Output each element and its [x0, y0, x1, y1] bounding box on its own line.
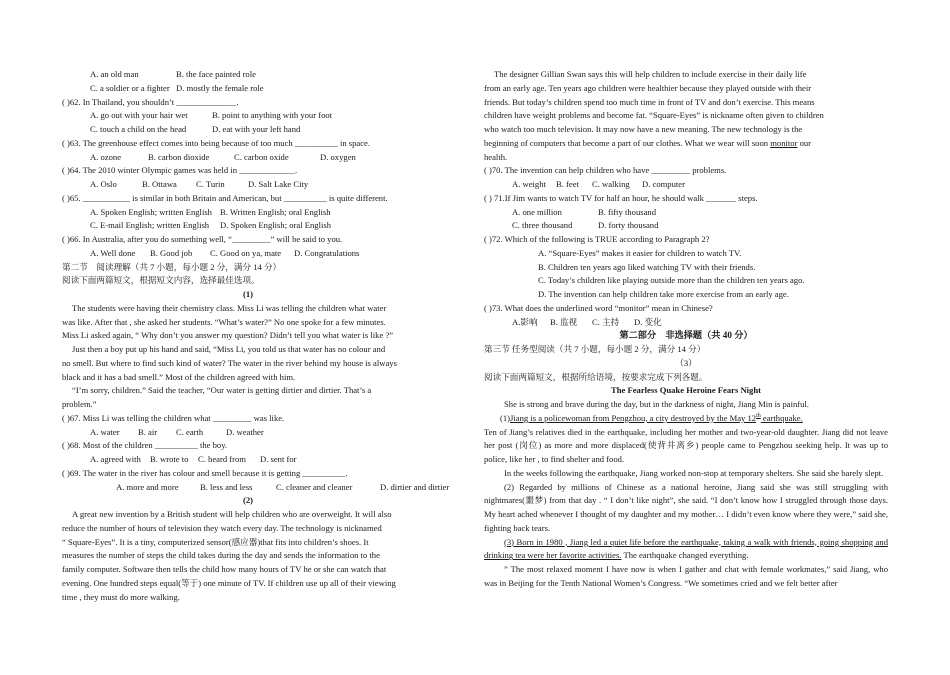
q61-option-c: C. a soldier or a fighter — [90, 82, 170, 93]
q62-option-c: C. touch a child on the head — [90, 124, 187, 134]
story-sentence-1-end: earthquake. — [760, 412, 803, 423]
q65-stem: ( )65. ___________ is similar in both Britain and American, but __________ is quite different. — [62, 192, 388, 203]
q64-stem: ( )64. The 2010 winter Olympic games was held in _____________. — [62, 165, 298, 176]
passage-2-line: A great new invention by a British student will help children who are overweight. It will also — [72, 509, 392, 519]
section-2-instruction: 阅读下面两篇短文，根据短文内容，选择最佳选项。 — [62, 275, 260, 286]
passage-2-cont-line: friends. But today’s children spend too much time in front of TV and don’t exercise. This means — [484, 96, 815, 107]
passage-1-line: black and it has a bad smell.” Most of the children agreed with him. — [62, 371, 296, 382]
q67-options — [62, 426, 434, 440]
passage-2-line: “ Square-Eyes”. It is a tiny, computerized sensor(感应器)that fits into children’s shoes. It — [62, 536, 369, 547]
q68-option-b: B. wrote to — [150, 454, 189, 464]
q64-options — [62, 178, 434, 192]
q71-option-d: D. forty thousand — [598, 220, 659, 231]
story-paragraph-0: She is strong and brave during the day, but in the darkness of night, Jiang Min is painful. — [504, 399, 809, 409]
passage-2-cont-line: who watch too much television. It may now have a new meaning. The new technology is the — [484, 124, 803, 134]
story-paragraph-5: ” The most relaxed moment I have now is when I gather and chat with female workmates,” said Jiang, who was in Beijing for the Tenth National Women’s Congress. “We sometimes cried and we felt better after — [484, 564, 888, 588]
q72-stem: ( )72. Which of the following is TRUE according to Paragraph 2? — [484, 234, 710, 244]
q68-option-a: A. agreed with — [90, 454, 141, 464]
q67-stem: ( )67. Miss Li was telling the children what _________ was like. — [62, 412, 285, 423]
q70-option-c: C. walking — [592, 179, 630, 189]
story-sentence-1-number: (1) — [500, 412, 511, 423]
passage-2-cont-line: health. — [484, 151, 508, 162]
passage-1-line: “I’m sorry, children.” Said the teacher, “Our water is getting dirtier and dirtier. That’s a — [72, 385, 372, 396]
story-sentence-3-underlined: (3) Born in 1980 , Jiang led a quiet life before the earthquake, taking a walk with friends, going shopping and drinking tea were her favorite activities. — [484, 536, 888, 561]
q62-option-a: A. go out with your hair wet — [90, 110, 188, 121]
q67-option-c: C. earth — [176, 426, 204, 437]
q62-option-d: D. eat with your left hand — [212, 124, 301, 134]
passage-1-line: problem.” — [62, 399, 97, 409]
passage-2-monitor-line-start: beginning of computers that become a part of our clothes. What we wear will soon — [484, 137, 771, 148]
q62-options-row1 — [62, 109, 434, 123]
q71-stem: ( ) 71.If Jim wants to watch TV for half an hour, he should walk _______ steps. — [484, 192, 758, 203]
q69-option-b: B. less and less — [200, 481, 253, 492]
q61-options-row2 — [62, 82, 434, 96]
story-sentence-1 — [484, 412, 888, 426]
q69-options — [62, 481, 450, 495]
passage-1-title: (1) — [242, 289, 254, 299]
passage-3-title: （3） — [675, 357, 697, 368]
story-paragraph-1: Ten of Jiang’s relatives died in the earthquake, including her mother and two-year-old daughter. Jiang did not leave her post (岗位) as more and more displaced(使背井离乡) people came to Pengzhou seeking help. It was up to police, like her , to find shelter and food. — [484, 426, 888, 464]
q61-option-b: B. the face painted role — [176, 69, 256, 79]
q64-option-b: B. Ottawa — [142, 179, 177, 189]
q66-option-c: C. Good on ya, mate — [210, 247, 282, 258]
q67-option-a: A. water — [90, 426, 120, 437]
q71-options-row2 — [484, 219, 888, 233]
q69-option-a: A. more and more — [116, 481, 179, 492]
story-paragraph-2: In the weeks following the earthquake, Jiang worked non-stop at temporary shelters. She said she barely slept. — [504, 467, 884, 478]
q68-options — [62, 453, 434, 467]
q64-option-a: A. Oslo — [90, 179, 117, 189]
q62-stem: ( )62. In Thailand, you shouldn’t ______________. — [62, 96, 239, 107]
q70-option-d: D. computer — [642, 179, 685, 189]
right-column — [484, 68, 888, 591]
q71-option-b: B. fifty thousand — [598, 206, 657, 217]
q73-option-d: D. 变化 — [634, 316, 662, 327]
part-2-heading: 第二部分 非选择题（共 40 分） — [619, 330, 753, 341]
q63-option-a: A. ozone — [90, 151, 122, 162]
passage-2-monitor-line-end: our — [797, 137, 812, 148]
q68-stem: ( )68. Most of the children __________ the boy. — [62, 440, 228, 451]
monitor-underlined-word: monitor — [770, 137, 798, 148]
q66-stem: ( )66. In Australia, after you do something well, “_________” will be said to you. — [62, 234, 343, 244]
passage-2-line: time , they must do more walking. — [62, 591, 180, 602]
q68-option-c: C. heard from — [198, 454, 246, 464]
passage-2-cont-line: The designer Gillian Swan says this will help children to include exercise in their daily life — [494, 69, 807, 79]
q71-option-a: A. one million — [512, 206, 562, 217]
q63-stem: ( )63. The greenhouse effect comes into being because of too much __________ in space. — [62, 137, 371, 148]
q61-option-a: A. an old man — [90, 69, 139, 79]
passage-2-cont-line — [484, 137, 888, 151]
passage-2-line: evening. One hundred steps equal(等于) one minute of TV. If children use up all of their viewing — [62, 577, 396, 588]
q65-options-row2 — [62, 219, 434, 233]
q63-option-d: D. oxygen — [320, 151, 356, 162]
story-paragraph-3: (2) Regarded by millions of Chinese as a national heroine, Jiang said she was still struggling with nightmares(噩梦) from that day . “ I don’t like night”, she said. “I don’t know how I struggled through those days. My heart ached whenever I thought of my daughter and my mother… I didn’t even know where they were,” said she, fighting back tears. — [484, 481, 888, 533]
q72-option-d: D. The invention can help children take more exercise from an early age. — [538, 289, 789, 299]
q64-option-d: D. Salt Lake City — [248, 179, 309, 189]
passage-1-line: Miss Li asked again, “ Why don’t you answer my question? Didn’t tell you what water is like ?” — [62, 330, 394, 341]
q65-option-b: B. Written English; oral English — [220, 206, 331, 217]
q65-option-d: D. Spoken English; oral English — [220, 220, 331, 231]
q68-option-d: D. sent for — [260, 454, 297, 464]
q63-options — [62, 151, 434, 165]
q63-option-b: B. carbon dioxide — [148, 151, 210, 162]
q72-option-b: B. Children ten years ago liked watching TV with their friends. — [538, 261, 756, 272]
story-paragraph-4 — [484, 536, 888, 564]
story-paragraph-4-rest: The earthquake changed everything. — [621, 550, 749, 561]
q66-option-d: D. Congratulations — [294, 247, 360, 258]
q67-option-b: B. air — [138, 426, 158, 437]
q63-option-c: C. carbon oxide — [234, 151, 289, 162]
passage-1-line: The students were having their chemistry class. Miss Li was telling the children what water — [72, 302, 387, 313]
passage-2-title: (2) — [242, 495, 254, 506]
q70-option-b: B. feet — [556, 179, 579, 189]
story-title: The Fearless Quake Heroine Fears Night — [611, 385, 761, 396]
q66-options — [62, 247, 434, 261]
q71-options-row1 — [484, 206, 888, 220]
q70-option-a: A. weight — [512, 179, 546, 189]
q70-options — [484, 178, 888, 192]
q67-option-d: D. weather — [226, 426, 264, 437]
q65-option-c: C. E-mail English; written English — [90, 220, 210, 231]
story-sentence-1-sup: th — [756, 412, 761, 419]
left-column — [62, 68, 450, 604]
section-2-heading: 第二节 阅读理解（共 7 小题，每小题 2 分，满分 14 分） — [62, 261, 282, 272]
q72-option-c: C. Today’s children like playing outside more than the children ten years ago. — [538, 275, 805, 286]
q71-option-c: C. three thousand — [512, 220, 573, 231]
q69-option-c: C. cleaner and cleaner — [276, 481, 353, 492]
q73-options — [484, 316, 888, 330]
passage-2-line: reduce the number of hours of television they watch every day. The technology is nicknamed — [62, 522, 382, 533]
q73-option-a: A.影响 — [512, 316, 538, 327]
q70-stem: ( )70. The invention can help children who have _________ problems. — [484, 165, 727, 176]
q69-option-d: D. dirtier and dirtier — [380, 481, 450, 492]
section-3-instruction: 阅读下面两篇短文，根据所给语境，按要求完成下列各题。 — [484, 371, 708, 382]
passage-1-line: no smell. But where to find such kind of water? The water in the river behind my house is always — [62, 357, 397, 368]
q62-option-b: B. point to anything with your foot — [212, 110, 333, 121]
story-sentence-1-underlined: Jiang is a policewoman from Pengzhou, a city destroyed by the May 12 — [510, 412, 757, 423]
q73-option-b: B. 监视 — [550, 316, 578, 327]
q66-option-a: A. Well done — [90, 247, 136, 258]
q62-options-row2 — [62, 123, 434, 137]
q65-option-a: A. Spoken English; written English — [90, 206, 212, 217]
passage-1-line: Just then a boy put up his hand and said, “Miss Li, you told us that water has no colour and — [72, 344, 386, 354]
passage-1-line: was like. After that , she asked her students. “What’s water?” No one spoke for a few minutes. — [62, 316, 386, 327]
q66-option-b: B. Good job — [150, 247, 193, 258]
q65-options-row1 — [62, 206, 434, 220]
passage-2-line: family computer. Software then tells the child how many hours of TV he or she can watch that — [62, 564, 387, 574]
q73-option-c: C. 主持 — [592, 316, 620, 327]
q69-stem: ( )69. The water in the river has colour and smell because it is getting __________. — [62, 467, 348, 478]
passage-2-cont-line: children have weight problems and become fat. “Square-Eyes” is nickname often given to children — [484, 110, 824, 121]
q61-options-row1 — [62, 68, 434, 82]
passage-2-cont-line: from an early age. Ten years ago children were healthier because they played outside with their — [484, 82, 812, 93]
q64-option-c: C. Turin — [196, 179, 225, 189]
passage-2-line: measures the number of steps the child takes during the day and sends the information to the — [62, 550, 380, 561]
q61-option-d: D. mostly the female role — [176, 82, 264, 93]
q73-stem: ( )73. What does the underlined word “monitor” mean in Chinese? — [484, 302, 713, 313]
q72-option-a: A. “Square-Eyes” makes it easier for children to watch TV. — [538, 247, 742, 258]
section-3-heading: 第三节 任务型阅读（共 7 小题，每小题 2 分，满分 14 分） — [484, 344, 706, 354]
